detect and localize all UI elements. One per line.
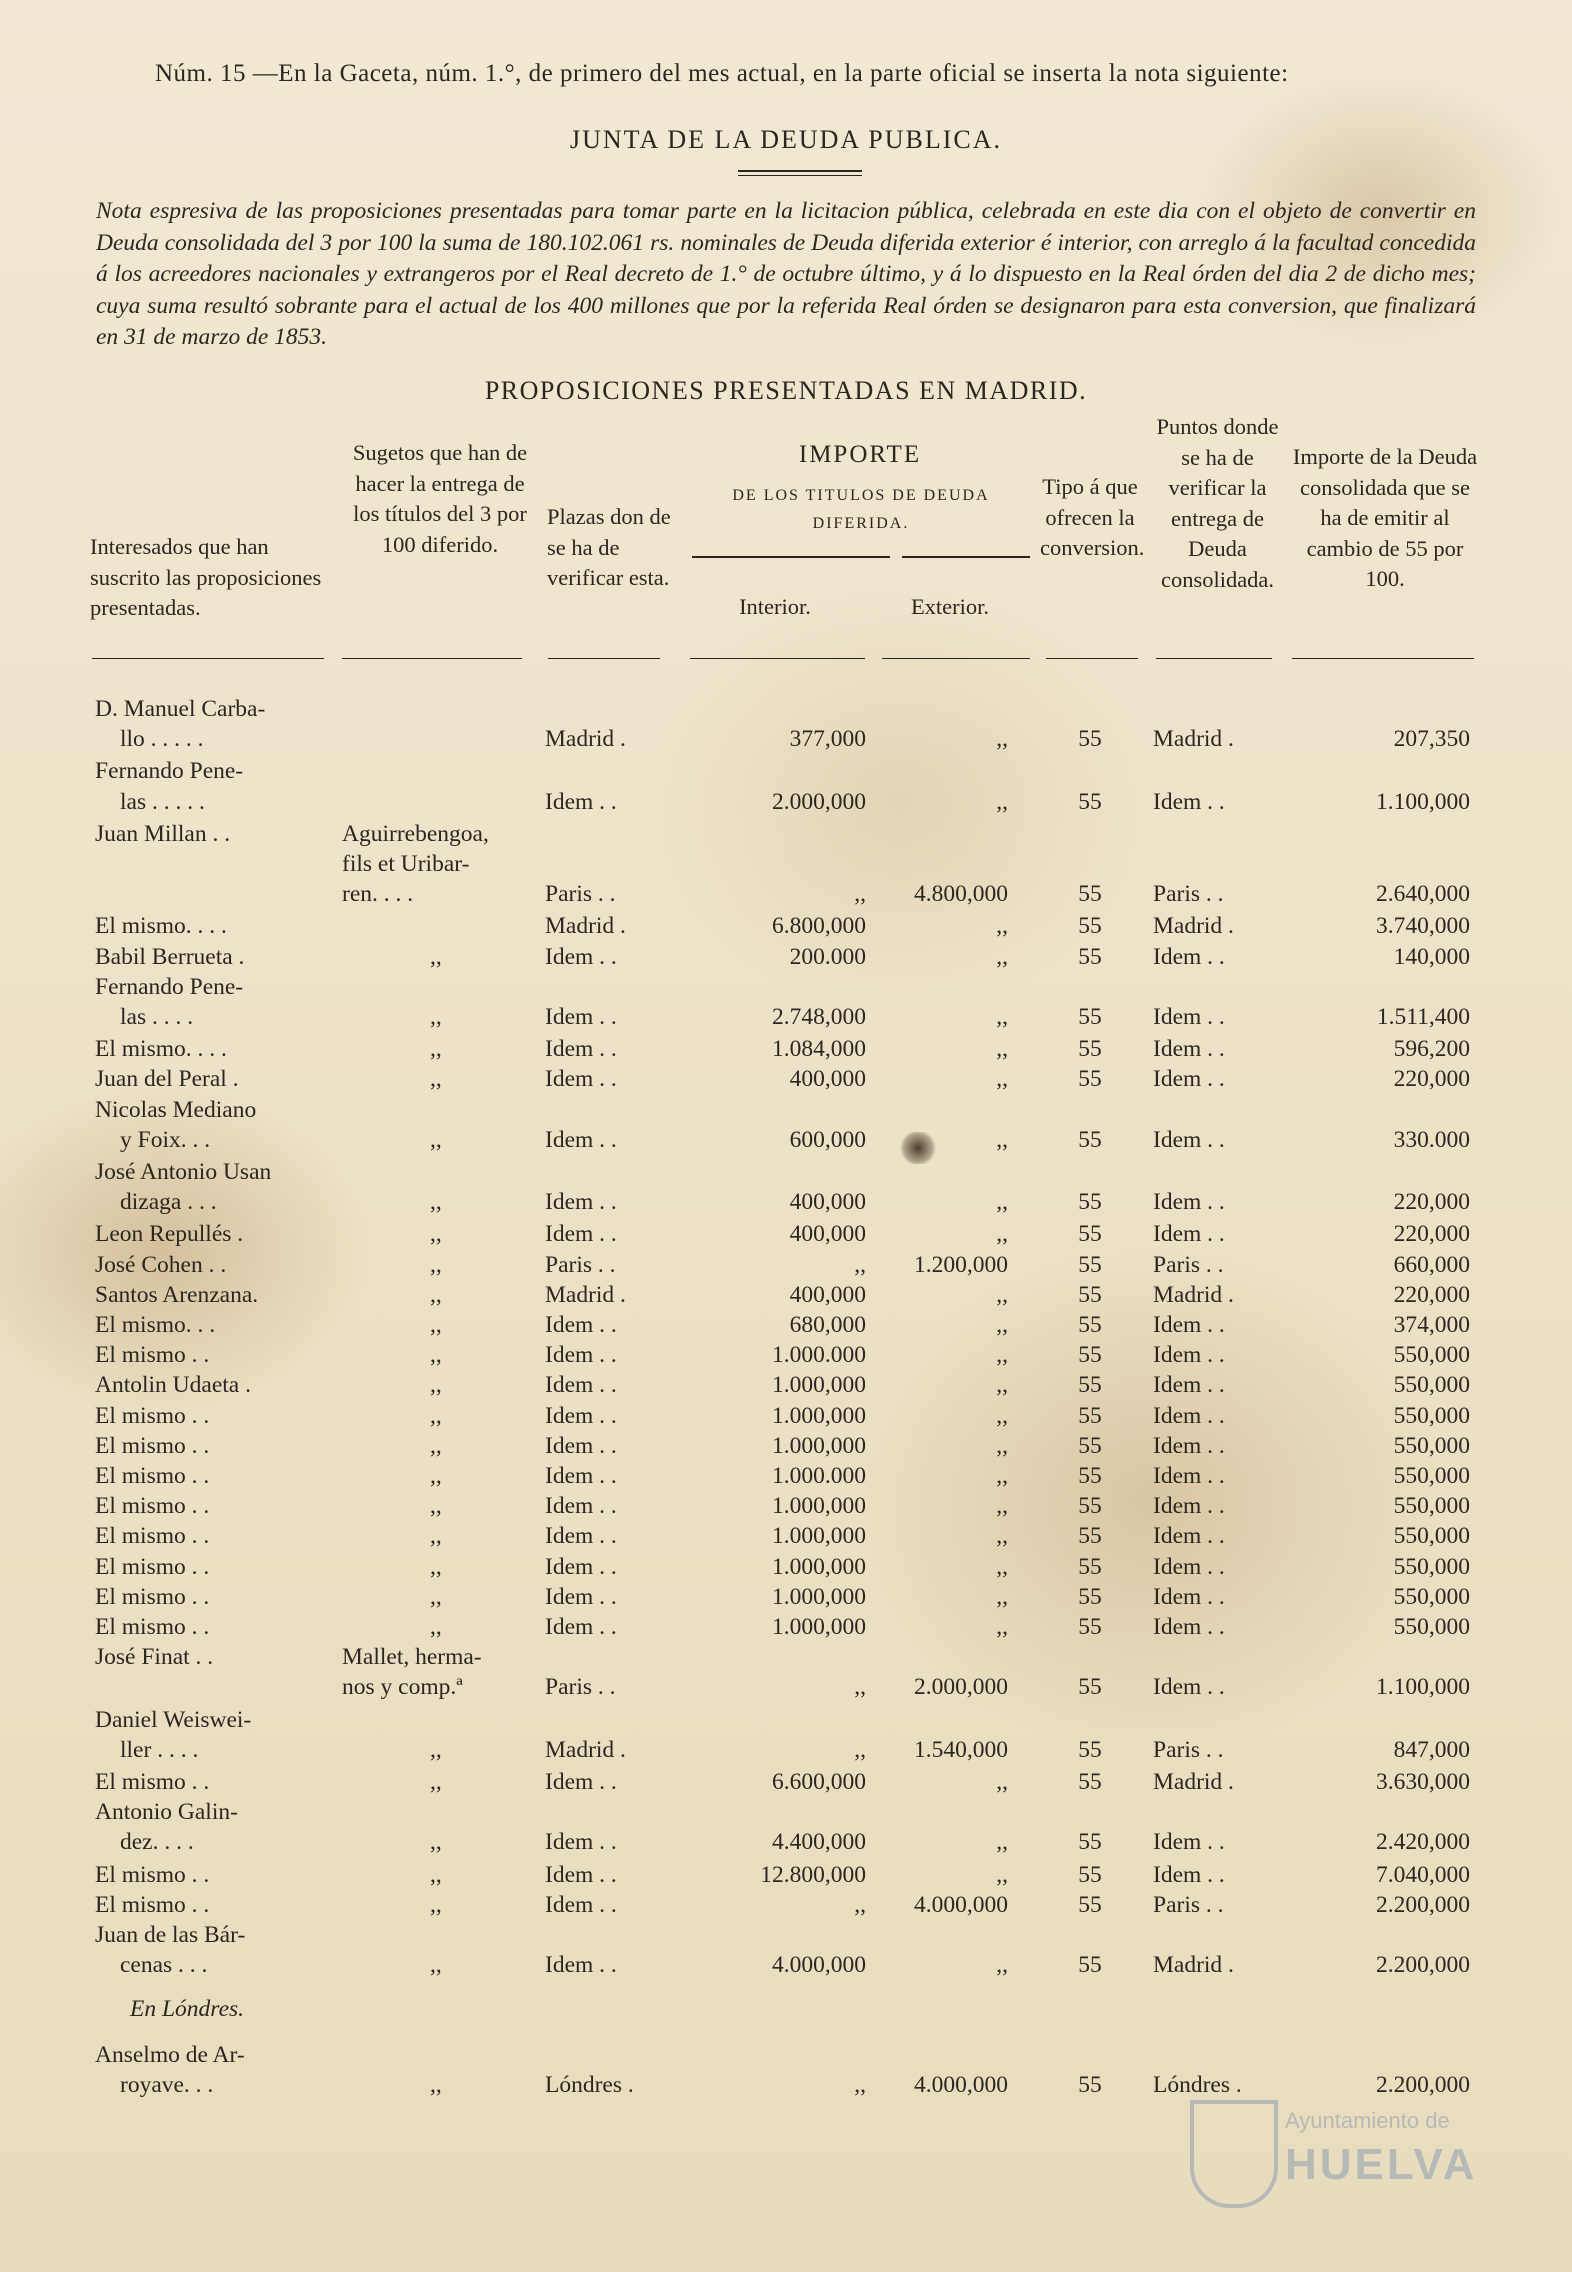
header-exterior: Exterior. — [910, 594, 990, 619]
row-tipo: 55 — [1078, 1221, 1102, 1248]
row-sugetos: ,, — [430, 1493, 442, 1520]
row-importe: 1.511,400 — [1376, 1004, 1470, 1030]
row-tipo: 55 — [1078, 1432, 1102, 1459]
row-sugetos: ,, — [430, 1891, 442, 1918]
row-sugetos: ,, — [430, 1004, 442, 1030]
row-tipo: 55 — [1078, 788, 1102, 815]
row-name: El mismo . . — [95, 1523, 210, 1550]
row-exterior: ,, — [996, 1004, 1008, 1030]
row-sugetos: ,, — [430, 1523, 442, 1550]
row-sugetos: ,, — [430, 1281, 442, 1308]
row-exterior: ,, — [996, 1493, 1008, 1520]
row-interior: ,, — [854, 2071, 866, 2098]
row-punto: Idem . . — [1153, 1004, 1225, 1030]
row-plaza: Idem . . — [545, 1372, 617, 1399]
row-exterior: 1.200,000 — [914, 1251, 1008, 1278]
row-plaza: Madrid . — [545, 913, 626, 940]
row-tipo: 55 — [1078, 1952, 1102, 1979]
row-sugetos: ,, — [430, 1736, 442, 1763]
row-sugetos: ,, — [430, 1312, 442, 1338]
row-tipo: 55 — [1078, 1463, 1102, 1489]
row-importe: 2.640,000 — [1376, 881, 1470, 908]
row-plaza: Idem . . — [545, 1769, 617, 1795]
row-plaza: Idem . . — [545, 1891, 617, 1918]
row-importe: 847,000 — [1393, 1736, 1470, 1763]
watermark-small: Ayuntamiento de — [1285, 2108, 1450, 2133]
row-interior: 377,000 — [789, 726, 866, 753]
row-sugetos: ,, — [430, 1372, 442, 1399]
row-sugetos: ,, — [430, 1769, 442, 1795]
row-exterior: 2.000,000 — [914, 1674, 1008, 1701]
row-name: Leon Repullés . — [95, 1221, 244, 1248]
row-exterior: ,, — [996, 1432, 1008, 1459]
header-importe-sub: DE LOS TITULOS DE DEUDA DIFERIDA. — [732, 487, 990, 532]
row-name: El mismo . . — [95, 1891, 210, 1918]
header-interesados: Interesados que han suscrito las proposiciones presentadas. — [90, 534, 322, 620]
row-exterior: ,, — [996, 1281, 1008, 1308]
row-punto: Idem . . — [1153, 1583, 1225, 1610]
row-plaza: Idem . . — [545, 943, 617, 970]
row-importe: 7.040,000 — [1376, 1861, 1470, 1888]
row-plaza: Idem . . — [545, 788, 617, 815]
row-interior: 1.000.000 — [772, 1342, 866, 1369]
row-punto: Idem . . — [1153, 1553, 1225, 1580]
row-punto: Idem . . — [1153, 943, 1225, 970]
row-interior: 680,000 — [789, 1312, 866, 1338]
row-name: Juan Millan . . — [95, 820, 231, 847]
row-importe: 550,000 — [1393, 1553, 1470, 1580]
row-sugetos: ,, — [430, 1221, 442, 1248]
row-name: José Antonio Usan — [95, 1159, 272, 1185]
row-name: El mismo . . — [95, 1769, 210, 1795]
row-plaza: Idem . . — [545, 1952, 617, 1979]
row-punto: Idem . . — [1153, 1221, 1225, 1248]
row-plaza: Idem . . — [545, 1004, 617, 1030]
row-name: El mismo. . . . — [95, 1036, 227, 1063]
row-plaza: Idem . . — [545, 1553, 617, 1580]
row-punto: Lóndres . — [1153, 2071, 1242, 2098]
row-tipo: 55 — [1078, 1372, 1102, 1399]
row-punto: Idem . . — [1153, 1342, 1225, 1369]
row-importe: 2.200,000 — [1376, 1891, 1470, 1918]
row-tipo: 55 — [1078, 1312, 1102, 1338]
row-tipo: 55 — [1078, 913, 1102, 940]
row-exterior: ,, — [996, 1583, 1008, 1610]
row-interior: 400,000 — [789, 1189, 866, 1216]
row-name: Antonio Galin- — [95, 1799, 238, 1826]
row-interior: 600,000 — [789, 1126, 866, 1153]
row-punto: Idem . . — [1153, 1829, 1225, 1856]
row-interior: ,, — [854, 881, 866, 908]
row-plaza: Idem . . — [545, 1583, 617, 1610]
row-sugetos: ,, — [430, 1066, 442, 1093]
row-tipo: 55 — [1078, 1614, 1102, 1640]
row-plaza: Idem . . — [545, 1432, 617, 1459]
row-name: Santos Arenzana. — [95, 1281, 259, 1308]
row-tipo: 55 — [1078, 1829, 1102, 1856]
row-punto: Idem . . — [1153, 1674, 1225, 1701]
row-importe: 1.100,000 — [1376, 1674, 1470, 1701]
row-name: El mismo . . — [95, 1342, 210, 1369]
row-importe: 550,000 — [1393, 1372, 1470, 1399]
row-sugetos: Aguirrebengoa, — [342, 820, 489, 847]
header-interior: Interior. — [739, 594, 811, 619]
row-interior: 1.084,000 — [772, 1036, 866, 1063]
row-plaza: Idem . . — [545, 1861, 617, 1888]
row-interior: 1.000,000 — [772, 1372, 866, 1399]
row-importe: 550,000 — [1393, 1614, 1470, 1640]
row-exterior: ,, — [996, 1312, 1008, 1338]
row-name: El mismo . . — [95, 1614, 210, 1640]
row-sugetos: ,, — [430, 1553, 442, 1580]
row-plaza: Idem . . — [545, 1189, 617, 1216]
row-interior: ,, — [854, 1736, 866, 1763]
row-punto: Paris . . — [1153, 1736, 1224, 1763]
row-interior: 400,000 — [789, 1066, 866, 1093]
row-importe: 550,000 — [1393, 1463, 1470, 1489]
row-exterior: ,, — [996, 1342, 1008, 1369]
row-name: José Cohen . . — [95, 1251, 227, 1278]
row-plaza: Paris . . — [545, 1674, 616, 1701]
row-punto: Madrid . — [1153, 1281, 1234, 1308]
row-plaza: Lóndres . — [545, 2071, 634, 2098]
row-sugetos: ren. . . . — [342, 881, 414, 908]
row-punto: Idem . . — [1153, 1523, 1225, 1550]
row-interior: 2.748,000 — [772, 1004, 866, 1030]
row-sugetos: ,, — [430, 943, 442, 970]
row-plaza: Idem . . — [545, 1342, 617, 1369]
table-subheading: PROPOSICIONES PRESENTADAS EN MADRID. — [484, 376, 1088, 405]
row-interior: 400,000 — [789, 1281, 866, 1308]
row-name: El mismo . . — [95, 1402, 210, 1429]
row-name: y Foix. . . — [120, 1126, 211, 1153]
row-tipo: 55 — [1078, 1066, 1102, 1093]
row-plaza: Idem . . — [545, 1221, 617, 1248]
row-sugetos: ,, — [430, 1463, 442, 1489]
row-punto: Madrid . — [1153, 913, 1234, 940]
row-interior: 200.000 — [789, 943, 866, 970]
row-sugetos: Mallet, herma- — [342, 1644, 482, 1671]
row-importe: 550,000 — [1393, 1523, 1470, 1550]
row-punto: Paris . . — [1153, 881, 1224, 908]
row-interior: 2.000,000 — [772, 788, 866, 815]
row-plaza: Idem . . — [545, 1463, 617, 1489]
row-interior: ,, — [854, 1674, 866, 1701]
row-interior: 4.400,000 — [772, 1829, 866, 1856]
note-paragraph: Nota espresiva de las proposiciones presentadas para tomar parte en la licitacion pública, celebrada en este dia con el objeto de convertir en Deuda consolidada del 3 por 100 la suma de 180.102.061 rs. nominales de Deuda diferida exterior é interior, con arreglo á la facultad concedida á los acreedores nacionales y extrangeros por el Real decreto de 1.° de octubre último, y á lo dispuesto en la Real órden del dia 2 de dicho mes; cuya suma resultó sobrante para el actual de los 400 millones que por la referida Real órden se designaron para esta conversion, que finalizará en 31 de marzo de 1853. — [96, 198, 1476, 350]
row-name: Babil Berrueta . — [95, 943, 245, 970]
row-punto: Idem . . — [1153, 1493, 1225, 1520]
row-importe: 550,000 — [1393, 1402, 1470, 1429]
row-exterior: 1.540,000 — [914, 1736, 1008, 1763]
row-importe: 1.100,000 — [1376, 788, 1470, 815]
row-plaza: Paris . . — [545, 1251, 616, 1278]
row-plaza: Idem . . — [545, 1036, 617, 1063]
row-plaza: Idem . . — [545, 1493, 617, 1520]
row-punto: Madrid . — [1153, 726, 1234, 753]
row-importe: 3.740,000 — [1376, 913, 1470, 940]
row-interior: 4.000,000 — [772, 1952, 866, 1979]
row-sugetos: nos y comp.ª — [342, 1674, 463, 1701]
row-punto: Idem . . — [1153, 1614, 1225, 1640]
row-punto: Idem . . — [1153, 1432, 1225, 1459]
row-tipo: 55 — [1078, 1036, 1102, 1063]
row-plaza: Madrid . — [545, 1281, 626, 1308]
row-importe: 550,000 — [1393, 1342, 1470, 1369]
row-exterior: 4.000,000 — [914, 2071, 1008, 2098]
row-exterior: ,, — [996, 1126, 1008, 1153]
row-exterior: ,, — [996, 1952, 1008, 1979]
row-plaza: Idem . . — [545, 1523, 617, 1550]
row-name: royave. . . — [120, 2071, 214, 2098]
row-tipo: 55 — [1078, 1342, 1102, 1369]
row-tipo: 55 — [1078, 881, 1102, 908]
row-interior: 1.000,000 — [772, 1493, 866, 1520]
row-importe: 660,000 — [1393, 1251, 1470, 1278]
header-tipo: Tipo á que ofrecen la conversion. — [1040, 474, 1145, 560]
row-tipo: 55 — [1078, 1736, 1102, 1763]
row-punto: Idem . . — [1153, 1189, 1225, 1216]
row-name: Anselmo de Ar- — [95, 2041, 245, 2068]
row-sugetos: ,, — [430, 1432, 442, 1459]
row-tipo: 55 — [1078, 1281, 1102, 1308]
row-importe: 2.200,000 — [1376, 2071, 1470, 2098]
intro-line: Núm. 15 —En la Gaceta, núm. 1.°, de primero del mes actual, en la parte oficial se inserta la nota siguiente: — [155, 60, 1289, 87]
row-name: cenas . . . — [120, 1952, 208, 1979]
row-importe: 220,000 — [1393, 1281, 1470, 1308]
row-plaza: Idem . . — [545, 1126, 617, 1153]
row-name: Juan del Peral . — [95, 1066, 239, 1093]
section-label: En Lóndres. — [130, 1996, 245, 2023]
header-importe: IMPORTE — [798, 441, 922, 468]
row-punto: Paris . . — [1153, 1251, 1224, 1278]
row-exterior: ,, — [996, 1372, 1008, 1399]
row-sugetos: ,, — [430, 1342, 442, 1369]
row-interior: 1.000.000 — [772, 1463, 866, 1489]
watermark-big: HUELVA — [1285, 2140, 1478, 2189]
row-importe: 550,000 — [1393, 1432, 1470, 1459]
row-name: ller . . . . — [120, 1736, 199, 1763]
row-tipo: 55 — [1078, 1891, 1102, 1918]
row-exterior: ,, — [996, 1221, 1008, 1248]
row-name: El mismo . . — [95, 1861, 210, 1888]
row-tipo: 55 — [1078, 726, 1102, 753]
row-tipo: 55 — [1078, 1769, 1102, 1795]
row-punto: Idem . . — [1153, 1372, 1225, 1399]
row-exterior: ,, — [996, 1553, 1008, 1580]
row-sugetos: ,, — [430, 1126, 442, 1153]
row-plaza: Idem . . — [545, 1614, 617, 1640]
row-name: El mismo . . — [95, 1583, 210, 1610]
row-importe: 207,350 — [1393, 726, 1470, 753]
header-puntos: Puntos donde se ha de verificar la entrega de Deuda consolidada. — [1156, 414, 1279, 592]
row-tipo: 55 — [1078, 1583, 1102, 1610]
row-exterior: ,, — [996, 1523, 1008, 1550]
row-plaza: Madrid . — [545, 726, 626, 753]
row-punto: Paris . . — [1153, 1891, 1224, 1918]
row-sugetos: ,, — [430, 1614, 442, 1640]
row-tipo: 55 — [1078, 1493, 1102, 1520]
row-plaza: Idem . . — [545, 1402, 617, 1429]
row-interior: ,, — [854, 1251, 866, 1278]
row-importe: 220,000 — [1393, 1066, 1470, 1093]
row-name: Juan de las Bár- — [95, 1922, 246, 1948]
row-sugetos: ,, — [430, 1829, 442, 1856]
row-importe: 330.000 — [1393, 1126, 1470, 1153]
row-importe: 2.420,000 — [1376, 1829, 1470, 1856]
row-interior: 1.000,000 — [772, 1614, 866, 1640]
row-interior: 1.000,000 — [772, 1432, 866, 1459]
header-importe-deuda: Importe de la Deuda consolidada que se ha de emitir al cambio de 55 por 100. — [1292, 444, 1478, 591]
row-importe: 596,200 — [1393, 1036, 1470, 1063]
row-name: Fernando Pene- — [95, 758, 244, 785]
row-importe: 140,000 — [1393, 943, 1470, 970]
row-name: El mismo . . — [95, 1553, 210, 1580]
row-name: Fernando Pene- — [95, 973, 244, 1000]
header-plazas: Plazas don de se ha de verificar esta. — [547, 504, 671, 590]
row-exterior: ,, — [996, 1769, 1008, 1795]
row-exterior: ,, — [996, 1036, 1008, 1063]
row-tipo: 55 — [1078, 1402, 1102, 1429]
row-interior: 12.800,000 — [760, 1861, 866, 1888]
row-tipo: 55 — [1078, 1251, 1102, 1278]
row-punto: Madrid . — [1153, 1952, 1234, 1979]
ink-blot — [900, 1132, 936, 1164]
row-sugetos: ,, — [430, 2071, 442, 2098]
row-name: las . . . . . — [120, 788, 205, 815]
row-tipo: 55 — [1078, 1126, 1102, 1153]
shield-icon — [1190, 2100, 1278, 2208]
row-punto: Idem . . — [1153, 1402, 1225, 1429]
row-exterior: ,, — [996, 1463, 1008, 1489]
row-punto: Idem . . — [1153, 788, 1225, 815]
row-importe: 220,000 — [1393, 1221, 1470, 1248]
row-punto: Idem . . — [1153, 1463, 1225, 1489]
row-exterior: ,, — [996, 913, 1008, 940]
header-sugetos: Sugetos que han de hacer la entrega de los títulos del 3 por 100 diferido. — [352, 440, 528, 557]
row-importe: 550,000 — [1393, 1493, 1470, 1520]
row-punto: Idem . . — [1153, 1312, 1225, 1338]
row-interior: 6.800,000 — [772, 913, 866, 940]
row-sugetos: ,, — [430, 1036, 442, 1063]
row-exterior: ,, — [996, 1829, 1008, 1856]
row-name: Nicolas Mediano — [95, 1096, 257, 1123]
row-interior: 1.000,000 — [772, 1402, 866, 1429]
row-importe: 3.630,000 — [1376, 1769, 1470, 1795]
row-exterior: ,, — [996, 1861, 1008, 1888]
row-interior: 1.000,000 — [772, 1523, 866, 1550]
row-name: Daniel Weiswei- — [95, 1706, 252, 1733]
row-tipo: 55 — [1078, 943, 1102, 970]
row-importe: 374,000 — [1393, 1312, 1470, 1338]
row-tipo: 55 — [1078, 1674, 1102, 1701]
row-name: El mismo . . — [95, 1493, 210, 1520]
row-sugetos: ,, — [430, 1952, 442, 1979]
row-importe: 220,000 — [1393, 1189, 1470, 1216]
row-plaza: Madrid . — [545, 1736, 626, 1763]
row-name: las . . . . — [120, 1004, 194, 1030]
row-exterior: 4.800,000 — [914, 881, 1008, 908]
row-sugetos: fils et Uribar- — [342, 851, 470, 877]
row-exterior: ,, — [996, 1402, 1008, 1429]
archive-watermark — [1190, 2090, 1490, 2240]
row-name: dez. . . . — [120, 1829, 194, 1856]
row-exterior: ,, — [996, 943, 1008, 970]
row-name: D. Manuel Carba- — [95, 696, 266, 722]
row-name: Antolin Udaeta . — [95, 1372, 251, 1399]
row-plaza: Idem . . — [545, 1829, 617, 1856]
row-sugetos: ,, — [430, 1189, 442, 1216]
row-exterior: 4.000,000 — [914, 1891, 1008, 1918]
row-punto: Idem . . — [1153, 1861, 1225, 1888]
row-name: José Finat . . — [95, 1644, 214, 1671]
row-punto: Idem . . — [1153, 1066, 1225, 1093]
row-name: El mismo . . — [95, 1432, 210, 1459]
row-punto: Idem . . — [1153, 1036, 1225, 1063]
row-name: El mismo. . . . — [95, 913, 227, 940]
row-exterior: ,, — [996, 1066, 1008, 1093]
row-punto: Madrid . — [1153, 1769, 1234, 1795]
row-interior: 1.000,000 — [772, 1553, 866, 1580]
row-interior: 400,000 — [789, 1221, 866, 1248]
row-tipo: 55 — [1078, 1523, 1102, 1550]
row-interior: 6.600,000 — [772, 1769, 866, 1795]
row-name: El mismo . . — [95, 1463, 210, 1489]
row-name: El mismo. . . — [95, 1312, 216, 1338]
row-tipo: 55 — [1078, 1861, 1102, 1888]
row-exterior: ,, — [996, 726, 1008, 753]
row-name: dizaga . . . — [120, 1189, 217, 1216]
row-interior: ,, — [854, 1891, 866, 1918]
row-exterior: ,, — [996, 1614, 1008, 1640]
row-tipo: 55 — [1078, 1004, 1102, 1030]
row-tipo: 55 — [1078, 2071, 1102, 2098]
row-importe: 550,000 — [1393, 1583, 1470, 1610]
row-importe: 2.200,000 — [1376, 1952, 1470, 1979]
row-sugetos: ,, — [430, 1583, 442, 1610]
row-sugetos: ,, — [430, 1861, 442, 1888]
row-name: llo . . . . . — [120, 726, 204, 753]
row-interior: 1.000,000 — [772, 1583, 866, 1610]
row-plaza: Paris . . — [545, 881, 616, 908]
page-heading: JUNTA DE LA DEUDA PUBLICA. — [570, 125, 1002, 154]
row-tipo: 55 — [1078, 1553, 1102, 1580]
row-exterior: ,, — [996, 788, 1008, 815]
row-tipo: 55 — [1078, 1189, 1102, 1216]
row-punto: Idem . . — [1153, 1126, 1225, 1153]
row-plaza: Idem . . — [545, 1066, 617, 1093]
row-exterior: ,, — [996, 1189, 1008, 1216]
row-plaza: Idem . . — [545, 1312, 617, 1338]
row-sugetos: ,, — [430, 1251, 442, 1278]
row-sugetos: ,, — [430, 1402, 442, 1429]
